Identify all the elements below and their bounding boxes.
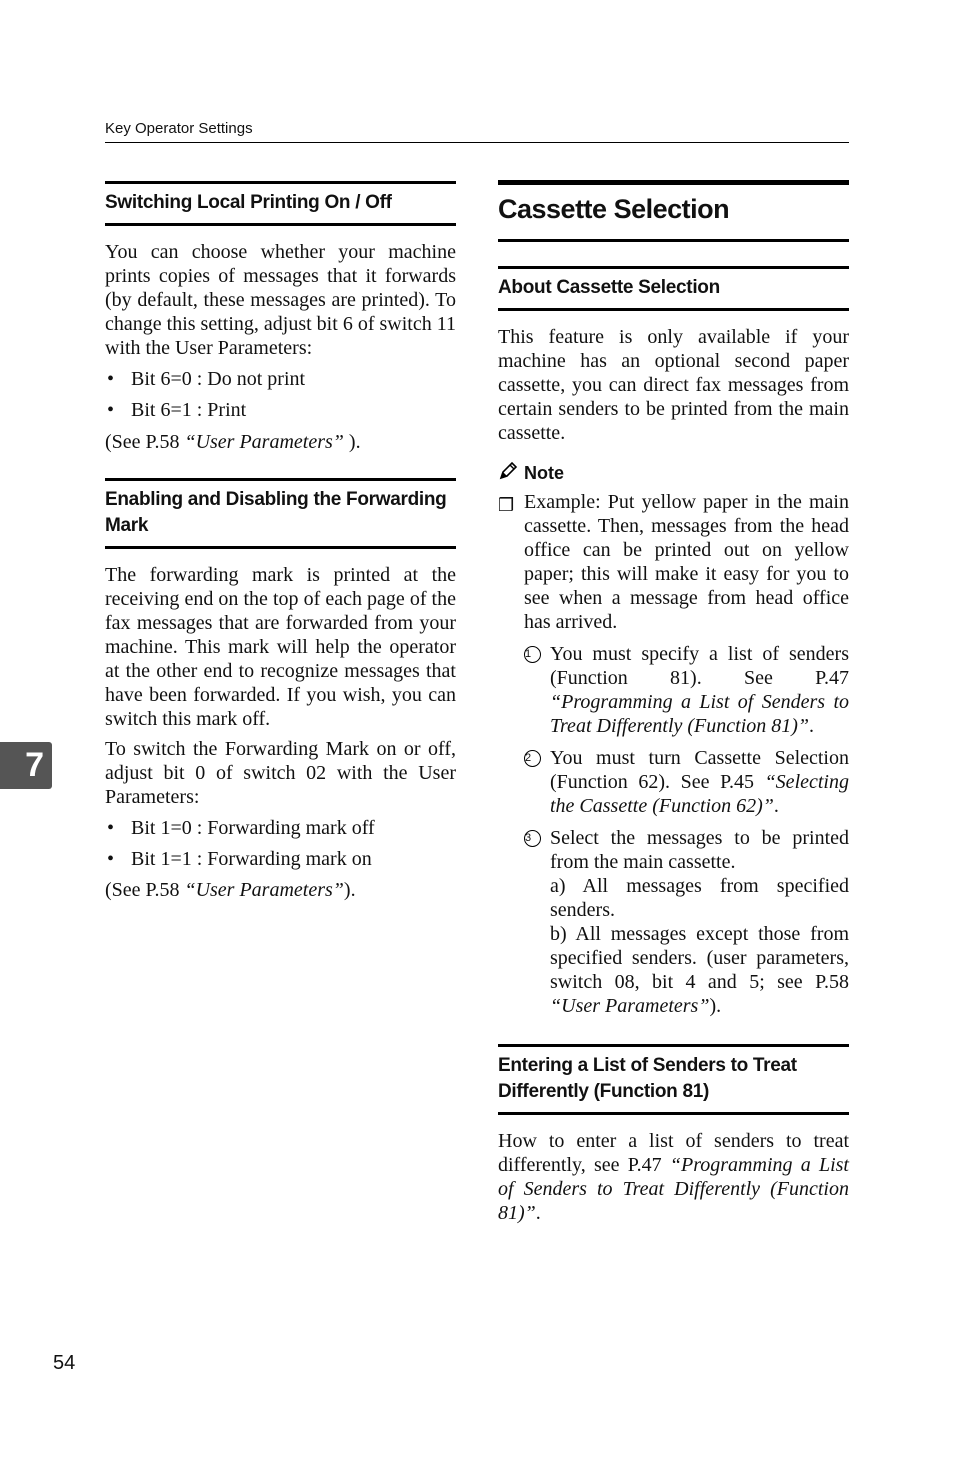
cross-reference-link[interactable]: “User Parameters” bbox=[550, 995, 710, 1017]
page-number: 54 bbox=[53, 1352, 76, 1374]
see-reference: (See P.58 “User Parameters”). bbox=[105, 879, 356, 901]
local-printing-body: You can choose whether your machine prints copies of messages that it forwards (by default, these messages are printed). To change this setting, adjust bit 6 of switch 11 with the User Parameters: bbox=[105, 241, 456, 359]
checkbox-icon: ❒ bbox=[498, 495, 515, 515]
circled-number-icon: 3 bbox=[524, 830, 541, 847]
bullet-dot-icon: • bbox=[107, 368, 115, 390]
bullet-item: • Bit 6=0 : Do not print bbox=[107, 368, 306, 390]
running-header: Key Operator Settings bbox=[105, 120, 253, 137]
section-heading-about-cassette: About Cassette Selection bbox=[498, 266, 849, 311]
chapter-tab: 7 bbox=[0, 742, 52, 789]
cross-reference-link[interactable]: “User Parameters” bbox=[184, 431, 344, 453]
pencil-icon bbox=[498, 461, 518, 486]
see-reference: (See P.58 “User Parameters” ). bbox=[105, 431, 361, 453]
forwarding-mark-body-1: The forwarding mark is printed at the receiving end on the top of each page of the fax messages that are forwarded from your machine. This mark will help the operator at the other end to recognize messages that have been forwarded. If you wish, you can switch this mark off. bbox=[105, 564, 456, 730]
header-rule bbox=[105, 142, 849, 143]
step-item: 1 You must specify a list of senders (Function 81). See P.47 “Programming a List of Senders to Treat Differently (Function 81)”. bbox=[525, 643, 849, 737]
cross-reference-link[interactable]: “Selecting the Cassette (Function 62)” bbox=[550, 771, 849, 817]
step-item: 3 Select the messages to be printed from the main cassette. a) All messages from specified senders. b) All messages except those from specified senders. (user parameters, switch 08, bit 4 and 5; see P.58 “User Parameters”). bbox=[525, 827, 849, 1017]
forwarding-mark-body-2: To switch the Forwarding Mark on or off, adjust bit 0 of switch 02 with the User Parameters: bbox=[105, 738, 456, 808]
entering-list-body: How to enter a list of senders to treat differently, see P.47 “Programming a List of Senders to Treat Differently (Function 81)”. bbox=[498, 1130, 849, 1224]
bullet-dot-icon: • bbox=[107, 399, 115, 421]
circled-number-icon: 1 bbox=[524, 646, 541, 663]
bullet-item: • Bit 1=0 : Forwarding mark off bbox=[107, 817, 375, 839]
note-heading: Note bbox=[498, 461, 849, 486]
note-item: ❒ Example: Put yellow paper in the main cassette. Then, messages from the head office can be printed out on yellow paper; this will make it easy for you to see when a message from head office has arrived. bbox=[498, 491, 849, 633]
step-list bbox=[498, 642, 849, 1018]
cross-reference-link[interactable]: “User Parameters” bbox=[184, 879, 344, 901]
about-cassette-body: This feature is only available if your machine has an optional second paper cassette, you can direct fax messages from certain senders to be printed from the main cassette. bbox=[498, 326, 849, 444]
section-heading-forwarding-mark: Enabling and Disabling the Forwarding Mark bbox=[105, 478, 456, 549]
left-column bbox=[105, 181, 456, 902]
right-column bbox=[498, 180, 849, 1225]
bullet-item: • Bit 6=1 : Print bbox=[107, 399, 247, 421]
bullet-dot-icon: • bbox=[107, 817, 115, 839]
section-heading-entering-list: Entering a List of Senders to Treat Differently (Function 81) bbox=[498, 1044, 849, 1115]
circled-number-icon: 2 bbox=[524, 750, 541, 767]
cross-reference-link[interactable]: “Programming a List of Senders to Treat Differently (Function 81)” bbox=[498, 1154, 849, 1224]
step-item: 2 You must turn Cassette Selection (Function 62). See P.45 “Selecting the Cassette (Function 62)”. bbox=[525, 747, 849, 817]
section-heading-local-printing: Switching Local Printing On / Off bbox=[105, 181, 456, 226]
cross-reference-link[interactable]: “Programming a List of Senders to Treat Differently (Function 81)” bbox=[550, 691, 849, 737]
bullet-dot-icon: • bbox=[107, 848, 115, 870]
bullet-item: • Bit 1=1 : Forwarding mark on bbox=[107, 848, 372, 870]
chapter-heading: Cassette Selection bbox=[498, 180, 849, 242]
